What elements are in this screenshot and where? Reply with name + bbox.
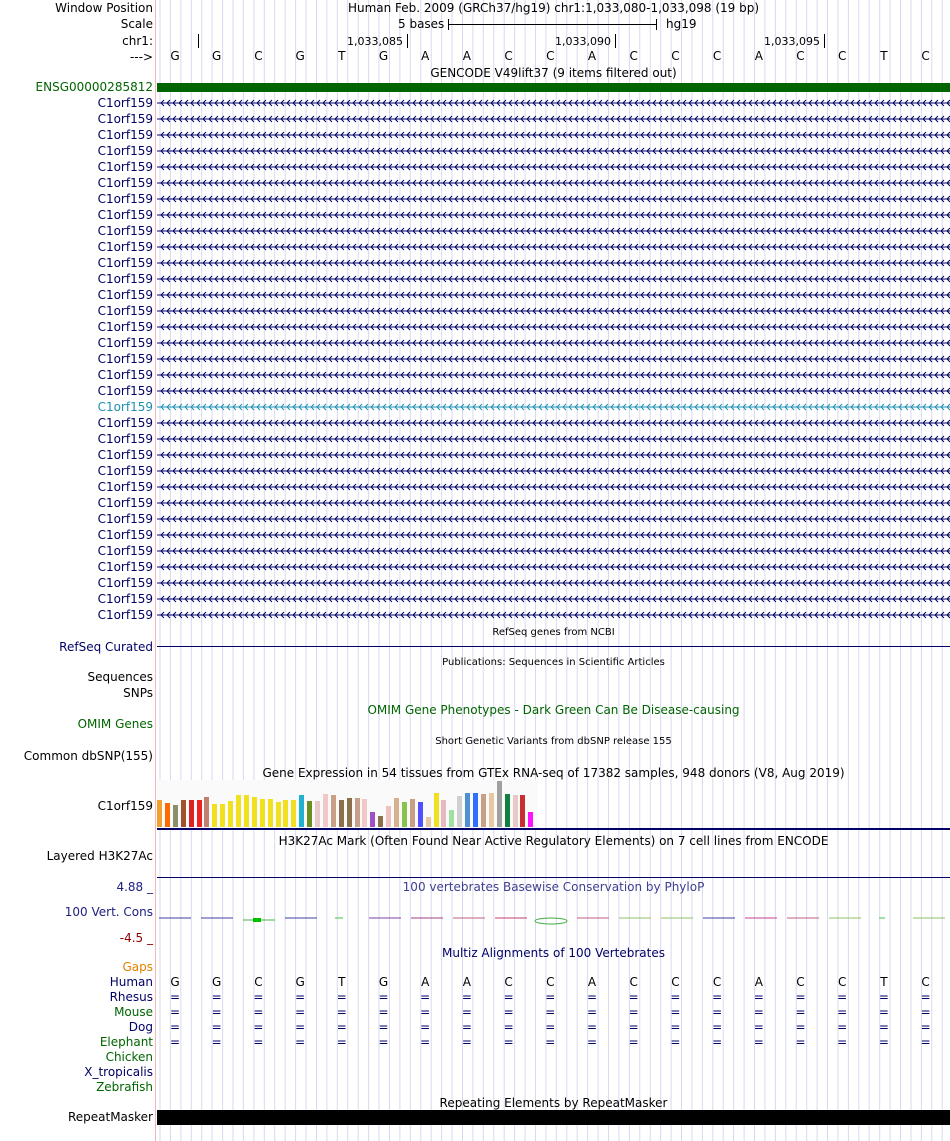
gencode-transcript-line[interactable] [157, 98, 950, 108]
multiz-match-symbol: = [169, 990, 181, 1004]
multiz-species-label[interactable]: Mouse [114, 1005, 153, 1019]
multiz-match-symbol: = [378, 1035, 389, 1049]
multiz-match-symbol: = [336, 1020, 347, 1034]
multiz-match-symbol: = [545, 1020, 556, 1034]
multiz-human-base: T [880, 975, 888, 989]
gencode-transcript-label[interactable]: C1orf159 [97, 480, 153, 494]
gencode-transcript-line[interactable] [157, 338, 950, 348]
multiz-match-symbol: = [295, 1005, 306, 1019]
gtex-tissue-bar[interactable] [513, 795, 518, 827]
multiz-human-base: C [254, 975, 263, 989]
gencode-transcript-label[interactable]: C1orf159 [97, 496, 153, 510]
h3k27ac-label[interactable]: Layered H3K27Ac [46, 849, 153, 863]
gtex-tissue-bar[interactable] [260, 799, 265, 827]
multiz-match-symbol: = [295, 1035, 306, 1049]
gtex-tissue-bar[interactable] [189, 800, 194, 827]
gtex-tissue-bar[interactable] [347, 798, 352, 827]
multiz-match-symbol: = [503, 990, 514, 1004]
gtex-tissue-bar[interactable] [291, 800, 296, 827]
window-position-label: Window Position [55, 1, 153, 15]
multiz-human-base: G [295, 975, 305, 989]
multiz-match-symbol: = [420, 1020, 431, 1034]
multiz-match-symbol: = [253, 990, 264, 1004]
gencode-transcript-line[interactable] [157, 130, 950, 140]
gencode-transcript-label[interactable]: C1orf159 [97, 288, 153, 302]
gtex-track-title: Gene Expression in 54 tissues from GTEx RNA-seq of 17382 samples, 948 donors (V8, Aug 2019) [262, 766, 845, 780]
ruler-base: A [421, 49, 430, 63]
gencode-transcript-line[interactable] [157, 594, 950, 604]
multiz-match-symbol: = [878, 1005, 889, 1019]
gtex-tissue-bar[interactable] [520, 795, 525, 827]
gtex-tissue-bar[interactable] [528, 812, 533, 827]
multiz-match-symbol: = [295, 990, 306, 1004]
multiz-match-symbol: = [586, 1005, 598, 1019]
assembly-position-text: Human Feb. 2009 (GRCh37/hg19) chr1:1,033,080-1,033,098 (19 bp) [347, 1, 760, 15]
gencode-transcript-label[interactable]: C1orf159 [97, 416, 153, 430]
multiz-human-base: C [629, 975, 638, 989]
scale-bar [398, 17, 718, 31]
multiz-match-symbol: = [169, 1035, 181, 1049]
ruler-base: C [671, 49, 680, 63]
gencode-transcript-label[interactable]: C1orf159 [97, 192, 153, 206]
multiz-match-symbol: = [920, 990, 931, 1004]
omim-track-title: OMIM Gene Phenotypes - Dark Green Can Be Disease-causing [367, 703, 740, 717]
multiz-match-symbol: = [420, 1005, 431, 1019]
gtex-tissue-bar[interactable] [157, 800, 162, 827]
gencode-transcript-label[interactable]: C1orf159 [97, 560, 153, 574]
gencode-transcript-label[interactable]: C1orf159 [97, 160, 153, 174]
multiz-match-symbol: = [503, 1020, 514, 1034]
gtex-tissue-bar[interactable] [276, 802, 281, 827]
multiz-alignment-row [157, 1035, 950, 1049]
multiz-gaps-label[interactable]: Gaps [122, 960, 153, 974]
multiz-human-base: G [170, 975, 180, 989]
ruler-base: A [587, 49, 597, 63]
multiz-species-label[interactable]: Chicken [105, 1050, 153, 1064]
multiz-match-symbol: = [837, 1005, 848, 1019]
refseq-label[interactable]: RefSeq Curated [59, 640, 153, 654]
gtex-tissue-bar[interactable] [181, 800, 186, 827]
multiz-match-symbol: = [753, 1005, 764, 1019]
gencode-transcript-line[interactable] [157, 434, 950, 444]
multiz-match-symbol: = [878, 1035, 889, 1049]
ruler-base: G [212, 49, 222, 63]
scale-bar-left-tick [448, 19, 449, 30]
multiz-alignment-row [157, 990, 950, 1004]
multiz-alignment-row [157, 1005, 950, 1019]
gtex-tissue-bar[interactable] [212, 804, 217, 827]
gtex-tissue-bar[interactable] [465, 793, 470, 827]
gencode-transcript-label[interactable]: C1orf159 [97, 592, 153, 606]
gencode-transcript-line[interactable] [157, 402, 950, 412]
gencode-transcript-line[interactable] [157, 370, 950, 380]
gencode-transcript-label[interactable]: C1orf159 [97, 176, 153, 190]
gencode-transcript-line[interactable] [157, 178, 950, 188]
gencode-transcript-label[interactable]: C1orf159 [97, 224, 153, 238]
multiz-match-symbol: = [420, 990, 431, 1004]
multiz-human-base: A [754, 975, 763, 989]
gtex-tissue-bar[interactable] [394, 798, 399, 827]
gencode-transcript-line[interactable] [157, 274, 950, 284]
ruler-base: C [629, 49, 638, 63]
multiz-match-symbol: = [920, 1035, 931, 1049]
gencode-transcript-line[interactable] [157, 290, 950, 300]
gencode-transcript-label[interactable]: C1orf159 [97, 448, 153, 462]
gtex-tissue-bar[interactable] [402, 802, 407, 827]
gencode-transcript-label[interactable]: C1orf159 [97, 320, 153, 334]
gencode-transcript-line[interactable] [157, 530, 950, 540]
gencode-transcript-label[interactable]: C1orf159 [97, 464, 153, 478]
refseq-gene-line[interactable] [157, 646, 950, 647]
ruler-base: C [921, 49, 930, 63]
multiz-match-symbol: = [169, 1020, 181, 1034]
multiz-match-symbol: = [545, 990, 556, 1004]
multiz-match-symbol: = [503, 1035, 514, 1049]
multiz-match-symbol: = [586, 1020, 598, 1034]
scale-bar-line [448, 24, 656, 25]
multiz-match-symbol: = [753, 1020, 764, 1034]
gtex-tissue-bar[interactable] [165, 803, 170, 827]
gtex-bar-chart[interactable] [157, 779, 557, 829]
gtex-tissue-bar[interactable] [434, 793, 439, 827]
multiz-human-base: C [546, 975, 555, 989]
multiz-match-symbol: = [586, 1035, 598, 1049]
gencode-transcript-line[interactable] [157, 578, 950, 588]
multiz-match-symbol: = [753, 1035, 764, 1049]
multiz-match-symbol: = [378, 1005, 389, 1019]
gtex-tissue-bar[interactable] [473, 793, 478, 827]
multiz-match-symbol: = [336, 990, 347, 1004]
gencode-transcript-line[interactable] [157, 450, 950, 460]
multiz-match-symbol: = [795, 1020, 806, 1034]
gencode-transcript-line[interactable] [157, 546, 950, 556]
multiz-match-symbol: = [336, 1005, 347, 1019]
multiz-species-label[interactable]: Elephant [99, 1035, 153, 1049]
multiz-human-base: A [462, 975, 471, 989]
gencode-transcript-line[interactable] [157, 194, 950, 204]
gencode-transcript-label[interactable]: C1orf159 [97, 240, 153, 254]
gtex-baseline [157, 828, 950, 830]
gtex-tissue-bar[interactable] [220, 804, 225, 827]
multiz-match-symbol: = [795, 1005, 806, 1019]
gtex-tissue-bar[interactable] [307, 801, 312, 827]
multiz-match-symbol: = [628, 1005, 639, 1019]
ruler-base: C [254, 49, 263, 63]
gtex-tissue-bar[interactable] [441, 800, 446, 827]
gtex-tissue-bar[interactable] [173, 805, 178, 827]
gtex-tissue-bar[interactable] [418, 802, 423, 827]
gencode-transcript-line[interactable] [157, 482, 950, 492]
gtex-tissue-bar[interactable] [481, 794, 486, 827]
multiz-alignment-row [157, 1020, 950, 1034]
ruler-base: G [170, 49, 180, 63]
gencode-transcript-line[interactable] [157, 162, 950, 172]
gtex-tissue-bar[interactable] [283, 800, 288, 827]
gtex-tissue-bar[interactable] [228, 801, 233, 827]
multiz-match-symbol: = [670, 1035, 681, 1049]
publications-track-title: Publications: Sequences in Scientific Articles [442, 657, 665, 668]
ruler-base: C [837, 49, 847, 63]
multiz-alignment-row [157, 975, 950, 989]
gencode-transcript-label[interactable]: C1orf159 [97, 144, 153, 158]
multiz-match-symbol: = [461, 1005, 472, 1019]
ruler-base: T [880, 49, 888, 63]
gencode-transcript-line[interactable] [157, 242, 950, 252]
gencode-transcript-label[interactable]: C1orf159 [97, 384, 153, 398]
gtex-tissue-bar[interactable] [197, 800, 202, 827]
gencode-transcript-label[interactable]: C1orf159 [97, 336, 153, 350]
conservation-segments [159, 918, 945, 924]
conservation-max-label: 4.88 _ [116, 880, 153, 894]
chrom-label: chr1: [122, 34, 153, 48]
gtex-tissue-bar[interactable] [410, 799, 415, 827]
repeatmasker-label[interactable]: RepeatMasker [67, 1110, 153, 1124]
gencode-transcript-line[interactable] [157, 610, 950, 620]
gtex-tissue-bar[interactable] [299, 795, 304, 827]
gencode-transcript-line[interactable] [157, 114, 950, 124]
ruler-position: 1,033,085 [347, 35, 403, 48]
gencode-transcript-line[interactable] [157, 210, 950, 220]
multiz-match-symbol: = [503, 1005, 514, 1019]
multiz-match-symbol: = [670, 1020, 681, 1034]
multiz-match-symbol: = [712, 1035, 723, 1049]
gencode-transcript-label[interactable]: C1orf159 [97, 96, 153, 110]
h3k27ac-track-title: H3K27Ac Mark (Often Found Near Active Regulatory Elements) on 7 cell lines from ENCODE [278, 834, 829, 848]
gtex-tissue-bar[interactable] [244, 795, 249, 827]
multiz-match-symbol: = [253, 1020, 264, 1034]
gtex-tissue-bar[interactable] [497, 781, 502, 827]
multiz-match-symbol: = [378, 990, 389, 1004]
multiz-species-label[interactable]: Dog [128, 1020, 153, 1034]
multiz-human-base: C [671, 975, 680, 989]
scale-label: Scale [120, 17, 153, 31]
multiz-species-label[interactable]: Rhesus [109, 990, 153, 1004]
multiz-match-symbol: = [461, 990, 472, 1004]
ruler-position: 1,033,095 [764, 35, 820, 48]
gtex-tissue-bar[interactable] [331, 795, 336, 827]
strand-label: ---> [129, 50, 153, 64]
ruler-base: A [754, 49, 763, 63]
multiz-match-symbol: = [211, 1020, 222, 1034]
conservation-track-title: 100 vertebrates Basewise Conservation by PhyloP [402, 880, 705, 894]
gencode-transcript-line[interactable] [157, 562, 950, 572]
ruler-tick [407, 34, 408, 48]
gencode-transcript-line[interactable] [157, 498, 950, 508]
gencode-transcript-label[interactable]: C1orf159 [97, 304, 153, 318]
ruler-base: T [338, 49, 346, 63]
gencode-gene-bar[interactable] [157, 83, 950, 92]
multiz-human-base: T [338, 975, 346, 989]
label-column-divider [155, 0, 156, 1141]
gencode-transcript-label[interactable]: C1orf159 [97, 352, 153, 366]
multiz-match-symbol: = [837, 990, 848, 1004]
gtex-tissue-bar[interactable] [236, 795, 241, 827]
multiz-match-symbol: = [628, 990, 639, 1004]
multiz-human-base: C [504, 975, 513, 989]
gencode-transcript-line[interactable] [157, 146, 950, 156]
gtex-tissue-bar[interactable] [505, 794, 510, 827]
dbsnp-label[interactable]: Common dbSNP(155) [23, 749, 153, 763]
multiz-match-symbol: = [211, 990, 222, 1004]
refseq-track-title: RefSeq genes from NCBI [492, 627, 615, 638]
gtex-tissue-bar[interactable] [339, 800, 344, 827]
multiz-species-label[interactable]: Human [109, 975, 153, 989]
omim-label[interactable]: OMIM Genes [77, 717, 153, 731]
multiz-match-symbol: = [211, 1005, 222, 1019]
multiz-human-base: G [212, 975, 222, 989]
gencode-transcript-line[interactable] [157, 354, 950, 364]
gencode-transcript-label[interactable]: C1orf159 [97, 544, 153, 558]
gencode-transcript-label[interactable]: C1orf159 [97, 112, 153, 126]
multiz-match-symbol: = [712, 1020, 723, 1034]
gtex-tissue-bar[interactable] [355, 798, 360, 827]
gencode-track-title: GENCODE V49lift37 (9 items filtered out) [430, 66, 677, 80]
multiz-match-symbol: = [753, 990, 764, 1004]
multiz-match-symbol: = [253, 1005, 264, 1019]
multiz-match-symbol: = [420, 1035, 431, 1049]
publications-label-line2[interactable]: SNPs [123, 686, 153, 700]
multiz-match-symbol: = [628, 1020, 639, 1034]
scale-db-text: hg19 [666, 17, 697, 31]
multiz-match-symbol: = [336, 1035, 347, 1049]
scale-bar-right-tick [656, 19, 657, 30]
conservation-label[interactable]: 100 Vert. Cons [64, 905, 153, 919]
gencode-transcript-line[interactable] [157, 466, 950, 476]
ruler-base: G [378, 49, 389, 63]
multiz-match-symbol: = [545, 1005, 556, 1019]
gencode-transcript-line[interactable] [157, 306, 950, 316]
repeatmasker-bar[interactable] [157, 1110, 950, 1125]
publications-label-line1[interactable]: Sequences [87, 670, 153, 684]
gencode-transcript-label[interactable]: C1orf159 [97, 608, 153, 622]
ruler-base: G [295, 49, 305, 63]
ruler-position: 1,033,090 [555, 35, 611, 48]
gencode-transcript-label[interactable]: C1orf159 [97, 272, 153, 286]
ruler-base: C [712, 49, 722, 63]
multiz-match-symbol: = [169, 1005, 181, 1019]
multiz-match-symbol: = [545, 1035, 556, 1049]
multiz-human-base: G [378, 975, 389, 989]
gtex-tissue-bar[interactable] [378, 816, 383, 827]
multiz-match-symbol: = [670, 1005, 681, 1019]
multiz-species-label[interactable]: X_tropicalis [84, 1065, 153, 1079]
ruler-base: C [796, 49, 805, 63]
multiz-match-symbol: = [920, 1020, 931, 1034]
multiz-match-symbol: = [253, 1035, 264, 1049]
gencode-gene-label[interactable]: ENSG00000285812 [35, 80, 153, 94]
multiz-human-base: C [921, 975, 930, 989]
gencode-transcript-label[interactable]: C1orf159 [97, 208, 153, 222]
gtex-tissue-bar[interactable] [268, 799, 273, 827]
conservation-min-label: -4.5 _ [119, 931, 153, 945]
gtex-tissue-bar[interactable] [252, 797, 257, 827]
multiz-match-symbol: = [461, 1020, 472, 1034]
ruler-tick [198, 34, 199, 48]
multiz-track-title: Multiz Alignments of 100 Vertebrates [441, 946, 666, 960]
gencode-transcript-line[interactable] [157, 322, 950, 332]
gencode-transcript-line[interactable] [157, 418, 950, 428]
ruler-bases [157, 49, 950, 63]
gtex-tissue-bar[interactable] [362, 799, 367, 827]
multiz-match-symbol: = [586, 990, 598, 1004]
gencode-transcript-line[interactable] [157, 226, 950, 236]
gtex-tissue-bar[interactable] [204, 797, 209, 827]
multiz-match-symbol: = [295, 1020, 306, 1034]
multiz-match-symbol: = [628, 1035, 639, 1049]
multiz-match-symbol: = [920, 1005, 931, 1019]
h3k27ac-baseline [157, 877, 950, 878]
gtex-tissue-bar[interactable] [315, 801, 320, 827]
gtex-tissue-bar[interactable] [386, 806, 391, 827]
gtex-tissue-bar[interactable] [489, 793, 494, 827]
multiz-human-base: A [587, 975, 597, 989]
ruler-tick [824, 34, 825, 48]
gencode-transcript-line[interactable] [157, 386, 950, 396]
ruler-base: C [504, 49, 513, 63]
gencode-transcript-label[interactable]: C1orf159 [97, 400, 153, 414]
multiz-human-base: C [712, 975, 722, 989]
multiz-match-symbol: = [795, 1035, 806, 1049]
multiz-match-symbol: = [211, 1035, 222, 1049]
dbsnp-track-title: Short Genetic Variants from dbSNP release 155 [435, 736, 672, 747]
gencode-transcript-label[interactable]: C1orf159 [97, 128, 153, 142]
multiz-human-base: C [837, 975, 847, 989]
gencode-transcript-label[interactable]: C1orf159 [97, 512, 153, 526]
gencode-transcript-line[interactable] [157, 258, 950, 268]
ruler-base: A [462, 49, 471, 63]
gtex-tissue-bar[interactable] [426, 817, 431, 827]
multiz-human-base: A [421, 975, 430, 989]
multiz-match-symbol: = [461, 1035, 472, 1049]
multiz-match-symbol: = [712, 1005, 723, 1019]
gencode-transcript-label[interactable]: C1orf159 [97, 528, 153, 542]
ruler-tick [615, 34, 616, 48]
gtex-tissue-bar[interactable] [370, 812, 375, 827]
gencode-transcript-label[interactable]: C1orf159 [97, 576, 153, 590]
gtex-tissue-bar[interactable] [457, 796, 462, 827]
multiz-human-base: C [796, 975, 805, 989]
multiz-species-label[interactable]: Zebrafish [96, 1080, 153, 1094]
gtex-tissue-bar[interactable] [323, 794, 328, 827]
gencode-transcript-label[interactable]: C1orf159 [97, 432, 153, 446]
scale-text: 5 bases [398, 17, 445, 31]
gtex-tissue-bar[interactable] [449, 810, 454, 827]
multiz-match-symbol: = [878, 1020, 889, 1034]
repeatmasker-track-title: Repeating Elements by RepeatMasker [439, 1096, 668, 1110]
gencode-transcript-label[interactable]: C1orf159 [97, 256, 153, 270]
ruler-base: C [546, 49, 555, 63]
gencode-transcript-label[interactable]: C1orf159 [97, 368, 153, 382]
gtex-label[interactable]: C1orf159 [97, 799, 153, 813]
conservation-wiggle[interactable] [157, 912, 950, 930]
gencode-transcript-line[interactable] [157, 514, 950, 524]
multiz-match-symbol: = [837, 1020, 848, 1034]
multiz-match-symbol: = [712, 990, 723, 1004]
multiz-match-symbol: = [878, 990, 889, 1004]
multiz-match-symbol: = [795, 990, 806, 1004]
multiz-match-symbol: = [670, 990, 681, 1004]
multiz-match-symbol: = [378, 1020, 389, 1034]
multiz-match-symbol: = [837, 1035, 848, 1049]
